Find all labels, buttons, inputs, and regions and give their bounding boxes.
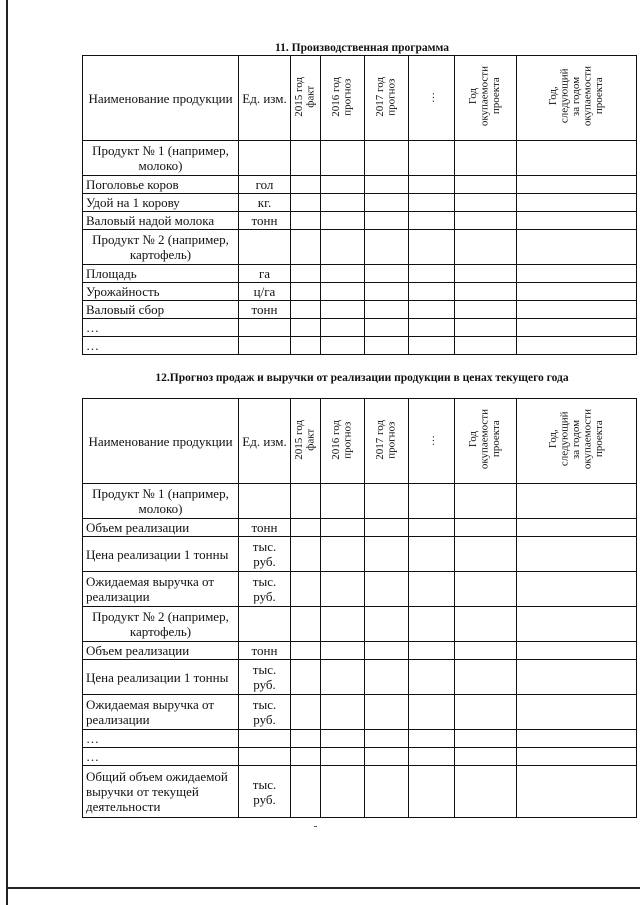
value-cell[interactable] xyxy=(455,607,517,642)
value-cell[interactable] xyxy=(321,337,365,355)
value-cell[interactable] xyxy=(455,230,517,265)
value-cell[interactable] xyxy=(365,695,409,730)
row-name: … xyxy=(83,730,239,748)
value-cell[interactable] xyxy=(365,537,409,572)
value-cell[interactable] xyxy=(517,319,637,337)
row-unit: кг. xyxy=(239,194,291,212)
value-cell[interactable] xyxy=(321,319,365,337)
value-cell[interactable] xyxy=(365,176,409,194)
header-period-5 xyxy=(517,399,637,484)
value-cell[interactable] xyxy=(517,766,637,818)
value-cell[interactable] xyxy=(409,642,455,660)
value-cell[interactable] xyxy=(517,212,637,230)
value-cell[interactable] xyxy=(365,766,409,818)
header-row xyxy=(83,399,637,484)
value-cell[interactable] xyxy=(291,642,321,660)
value-cell[interactable] xyxy=(321,141,365,176)
value-cell[interactable] xyxy=(365,748,409,766)
value-cell[interactable] xyxy=(517,283,637,301)
header-period-4 xyxy=(455,399,517,484)
row-name: Валовый сбор xyxy=(83,301,239,319)
row-name: Поголовье коров xyxy=(83,176,239,194)
product-heading: Продукт № 1 (например, молоко) xyxy=(83,484,239,519)
table-row xyxy=(83,660,637,695)
value-cell[interactable] xyxy=(291,337,321,355)
value-cell[interactable] xyxy=(517,301,637,319)
row-unit xyxy=(239,337,291,355)
header-period-3 xyxy=(409,399,455,484)
value-cell[interactable] xyxy=(517,748,637,766)
row-unit: гол xyxy=(239,176,291,194)
table-row xyxy=(83,194,637,212)
value-cell[interactable] xyxy=(517,642,637,660)
value-cell[interactable] xyxy=(365,194,409,212)
row-name: Удой на 1 корову xyxy=(83,194,239,212)
page-edge-bottom xyxy=(6,887,640,889)
value-cell[interactable] xyxy=(455,212,517,230)
value-cell[interactable] xyxy=(517,484,637,519)
row-unit: ц/га xyxy=(239,283,291,301)
value-cell[interactable] xyxy=(409,194,455,212)
value-cell[interactable] xyxy=(321,230,365,265)
row-name: Объем реализации xyxy=(83,642,239,660)
value-cell[interactable] xyxy=(455,141,517,176)
table-row xyxy=(83,283,637,301)
row-unit: тыс. руб. xyxy=(239,537,291,572)
table-row xyxy=(83,519,637,537)
header-period-label: Год окупаемости проекта xyxy=(467,409,503,470)
value-cell[interactable] xyxy=(409,766,455,818)
row-name: Цена реализации 1 тонны xyxy=(83,660,239,695)
value-cell[interactable] xyxy=(291,484,321,519)
table-row xyxy=(83,337,637,355)
value-cell[interactable] xyxy=(291,660,321,695)
value-cell[interactable] xyxy=(517,730,637,748)
row-name: … xyxy=(83,319,239,337)
value-cell[interactable] xyxy=(455,748,517,766)
value-cell[interactable] xyxy=(321,176,365,194)
value-cell[interactable] xyxy=(409,537,455,572)
value-cell[interactable] xyxy=(409,519,455,537)
value-cell[interactable] xyxy=(321,537,365,572)
row-unit: тонн xyxy=(239,519,291,537)
value-cell[interactable] xyxy=(365,572,409,607)
row-unit: тыс. руб. xyxy=(239,695,291,730)
value-cell[interactable] xyxy=(321,607,365,642)
header-period-label: … xyxy=(424,91,437,103)
value-cell[interactable] xyxy=(291,194,321,212)
row-unit: тонн xyxy=(239,642,291,660)
row-name: Ожидаемая выручка от реализации xyxy=(83,572,239,607)
value-cell[interactable] xyxy=(291,572,321,607)
value-cell[interactable] xyxy=(365,607,409,642)
value-cell[interactable] xyxy=(321,730,365,748)
header-period-label: … xyxy=(424,434,437,446)
header-unit: Ед. изм. xyxy=(239,399,291,484)
table-row xyxy=(83,642,637,660)
value-cell[interactable] xyxy=(455,642,517,660)
product-heading: Продукт № 2 (например, картофель) xyxy=(83,607,239,642)
value-cell[interactable] xyxy=(291,212,321,230)
row-name: Цена реализации 1 тонны xyxy=(83,537,239,572)
value-cell[interactable] xyxy=(365,660,409,695)
value-cell[interactable] xyxy=(409,748,455,766)
header-period-label: Год, следующий за годом окупаемости проекта xyxy=(546,66,605,127)
row-name: Валовый надой молока xyxy=(83,212,239,230)
value-cell[interactable] xyxy=(409,176,455,194)
row-name: … xyxy=(83,748,239,766)
table-row xyxy=(83,537,637,572)
value-cell[interactable] xyxy=(409,660,455,695)
table-row xyxy=(83,265,637,283)
header-period-1 xyxy=(321,56,365,141)
value-cell[interactable] xyxy=(517,537,637,572)
header-period-label: Год окупаемости проекта xyxy=(467,66,503,127)
table-row xyxy=(83,319,637,337)
header-period-2 xyxy=(365,56,409,141)
row-unit: тонн xyxy=(239,301,291,319)
production-program-table xyxy=(82,55,637,355)
header-period-label: 2015 год факт xyxy=(293,76,317,117)
header-period-2 xyxy=(365,399,409,484)
value-cell[interactable] xyxy=(455,194,517,212)
value-cell[interactable] xyxy=(409,484,455,519)
value-cell[interactable] xyxy=(321,283,365,301)
row-unit xyxy=(239,730,291,748)
value-cell[interactable] xyxy=(517,695,637,730)
value-cell[interactable] xyxy=(365,319,409,337)
header-period-label: 2016 год прогноз xyxy=(330,76,354,117)
value-cell[interactable] xyxy=(291,301,321,319)
value-cell[interactable] xyxy=(455,537,517,572)
header-period-0 xyxy=(291,56,321,141)
value-cell[interactable] xyxy=(291,537,321,572)
value-cell[interactable] xyxy=(291,141,321,176)
value-cell[interactable] xyxy=(321,194,365,212)
page-edge-left xyxy=(6,0,8,905)
value-cell[interactable] xyxy=(321,212,365,230)
value-cell[interactable] xyxy=(291,748,321,766)
value-cell[interactable] xyxy=(409,607,455,642)
value-cell[interactable] xyxy=(455,301,517,319)
header-unit: Ед. изм. xyxy=(239,56,291,141)
row-name: Ожидаемая выручка от реализации xyxy=(83,695,239,730)
row-unit xyxy=(239,748,291,766)
row-unit xyxy=(239,230,291,265)
value-cell[interactable] xyxy=(517,230,637,265)
table-row xyxy=(83,301,637,319)
value-cell[interactable] xyxy=(409,212,455,230)
value-cell[interactable] xyxy=(321,766,365,818)
header-period-label: 2015 год факт xyxy=(293,419,317,460)
value-cell[interactable] xyxy=(365,337,409,355)
table-row xyxy=(83,766,637,818)
value-cell[interactable] xyxy=(321,265,365,283)
value-cell[interactable] xyxy=(517,176,637,194)
value-cell[interactable] xyxy=(409,283,455,301)
section-12-title: 12.Прогноз продаж и выручки от реализации продукции в ценах текущего года xyxy=(155,372,569,384)
value-cell[interactable] xyxy=(291,283,321,301)
value-cell[interactable] xyxy=(455,660,517,695)
table-row xyxy=(83,484,637,519)
value-cell[interactable] xyxy=(291,519,321,537)
value-cell[interactable] xyxy=(291,730,321,748)
value-cell[interactable] xyxy=(291,319,321,337)
table-row xyxy=(83,230,637,265)
value-cell[interactable] xyxy=(517,265,637,283)
row-unit: тонн xyxy=(239,212,291,230)
value-cell[interactable] xyxy=(517,141,637,176)
header-period-5 xyxy=(517,56,637,141)
table-row xyxy=(83,212,637,230)
row-unit: тыс. руб. xyxy=(239,766,291,818)
value-cell[interactable] xyxy=(409,265,455,283)
value-cell[interactable] xyxy=(455,283,517,301)
row-name: Урожайность xyxy=(83,283,239,301)
value-cell[interactable] xyxy=(409,730,455,748)
value-cell[interactable] xyxy=(517,194,637,212)
section-11-title: 11. Производственная программа xyxy=(275,42,449,54)
row-name: Общий объем ожидаемой выручки от текущей деятельности xyxy=(83,766,239,818)
table-row xyxy=(83,176,637,194)
value-cell[interactable] xyxy=(365,230,409,265)
value-cell[interactable] xyxy=(321,572,365,607)
value-cell[interactable] xyxy=(455,176,517,194)
value-cell[interactable] xyxy=(365,141,409,176)
value-cell[interactable] xyxy=(291,265,321,283)
value-cell[interactable] xyxy=(455,519,517,537)
value-cell[interactable] xyxy=(365,642,409,660)
header-period-3 xyxy=(409,56,455,141)
value-cell[interactable] xyxy=(321,695,365,730)
sales-forecast-table xyxy=(82,398,637,818)
value-cell[interactable] xyxy=(409,572,455,607)
value-cell[interactable] xyxy=(365,283,409,301)
value-cell[interactable] xyxy=(321,660,365,695)
table-row xyxy=(83,141,637,176)
row-name: … xyxy=(83,337,239,355)
value-cell[interactable] xyxy=(365,265,409,283)
value-cell[interactable] xyxy=(321,519,365,537)
header-period-label: 2017 год прогноз xyxy=(374,419,398,460)
value-cell[interactable] xyxy=(455,337,517,355)
row-unit xyxy=(239,319,291,337)
value-cell[interactable] xyxy=(517,607,637,642)
table-row xyxy=(83,572,637,607)
value-cell[interactable] xyxy=(321,301,365,319)
row-unit: га xyxy=(239,265,291,283)
value-cell[interactable] xyxy=(455,265,517,283)
value-cell[interactable] xyxy=(455,572,517,607)
value-cell[interactable] xyxy=(365,730,409,748)
value-cell[interactable] xyxy=(321,484,365,519)
value-cell[interactable] xyxy=(291,607,321,642)
value-cell[interactable] xyxy=(291,176,321,194)
value-cell[interactable] xyxy=(365,212,409,230)
value-cell[interactable] xyxy=(409,301,455,319)
value-cell[interactable] xyxy=(291,230,321,265)
row-name: Площадь xyxy=(83,265,239,283)
row-unit xyxy=(239,484,291,519)
value-cell[interactable] xyxy=(455,319,517,337)
value-cell[interactable] xyxy=(365,301,409,319)
header-period-label: 2016 год прогноз xyxy=(330,419,354,460)
header-period-0 xyxy=(291,399,321,484)
value-cell[interactable] xyxy=(517,337,637,355)
product-heading: Продукт № 2 (например, картофель) xyxy=(83,230,239,265)
header-period-label: Год, следующий за годом окупаемости проекта xyxy=(546,409,605,470)
value-cell[interactable] xyxy=(409,319,455,337)
row-name: Объем реализации xyxy=(83,519,239,537)
header-period-4 xyxy=(455,56,517,141)
scan-mark xyxy=(314,826,317,827)
table-row xyxy=(83,695,637,730)
value-cell[interactable] xyxy=(455,766,517,818)
value-cell[interactable] xyxy=(517,519,637,537)
value-cell[interactable] xyxy=(321,642,365,660)
row-unit: тыс. руб. xyxy=(239,572,291,607)
header-row xyxy=(83,56,637,141)
value-cell[interactable] xyxy=(455,695,517,730)
value-cell[interactable] xyxy=(291,766,321,818)
header-period-1 xyxy=(321,399,365,484)
table-row xyxy=(83,748,637,766)
value-cell[interactable] xyxy=(517,572,637,607)
value-cell[interactable] xyxy=(365,519,409,537)
header-period-label: 2017 год прогноз xyxy=(374,76,398,117)
value-cell[interactable] xyxy=(409,695,455,730)
value-cell[interactable] xyxy=(321,748,365,766)
table-row xyxy=(83,607,637,642)
product-heading: Продукт № 1 (например, молоко) xyxy=(83,141,239,176)
row-unit xyxy=(239,141,291,176)
value-cell[interactable] xyxy=(455,730,517,748)
header-name: Наименование продукции xyxy=(83,399,239,484)
value-cell[interactable] xyxy=(409,337,455,355)
value-cell[interactable] xyxy=(517,660,637,695)
value-cell[interactable] xyxy=(409,230,455,265)
value-cell[interactable] xyxy=(455,484,517,519)
table-row xyxy=(83,730,637,748)
row-unit xyxy=(239,607,291,642)
header-name: Наименование продукции xyxy=(83,56,239,141)
value-cell[interactable] xyxy=(365,484,409,519)
row-unit: тыс. руб. xyxy=(239,660,291,695)
value-cell[interactable] xyxy=(291,695,321,730)
value-cell[interactable] xyxy=(409,141,455,176)
